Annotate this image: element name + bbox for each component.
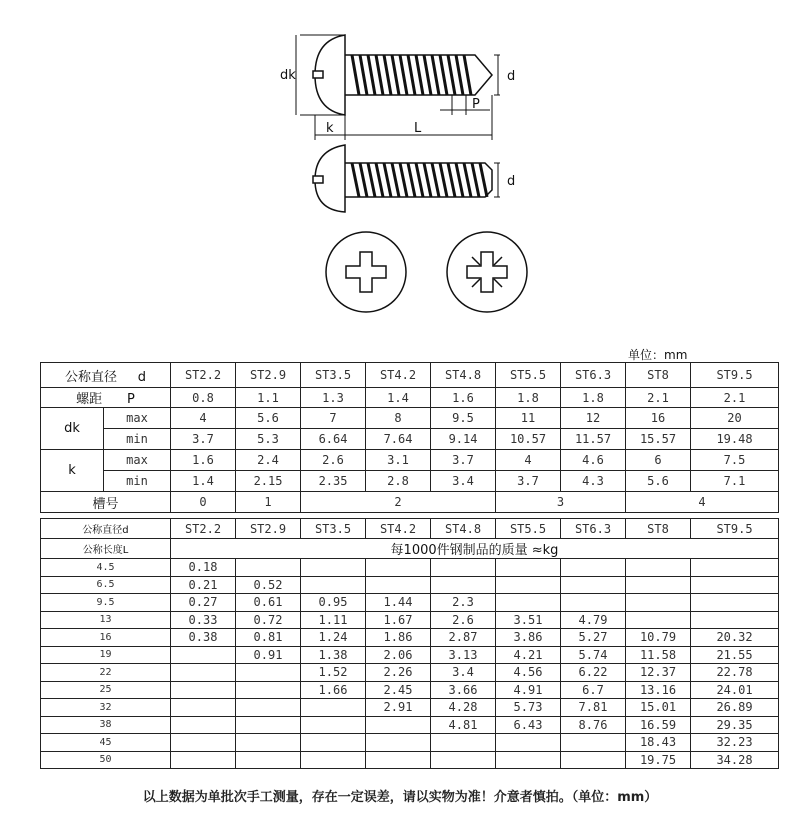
mass-value: 12.37 — [626, 664, 691, 682]
dk-min-value: 9.14 — [431, 429, 496, 450]
min-label: min — [104, 429, 171, 450]
mass-value: 4.21 — [496, 646, 561, 664]
dk-max-value: 7 — [301, 408, 366, 429]
mass-value: 5.73 — [496, 699, 561, 717]
k-min-value: 5.6 — [626, 471, 691, 492]
symbol: d — [137, 369, 146, 385]
mass-value — [301, 576, 366, 594]
label-dk: dk — [280, 68, 296, 83]
mass-value — [366, 576, 431, 594]
thread-line — [424, 55, 431, 95]
mass-value: 5.27 — [561, 629, 626, 647]
size-header: ST4.2 — [366, 363, 431, 388]
k-min-value: 1.4 — [171, 471, 236, 492]
pitch-value: 1.1 — [236, 388, 301, 408]
mass-value: 1.66 — [301, 681, 366, 699]
slot-label: 槽号 — [41, 492, 171, 513]
mass-value: 8.76 — [561, 716, 626, 734]
table-row — [41, 576, 779, 594]
label: 螺距 — [76, 392, 103, 407]
table-row — [41, 388, 779, 408]
unit-note: 单位：mm — [628, 348, 688, 362]
mass-value: 0.38 — [171, 629, 236, 647]
mass-value — [301, 699, 366, 717]
length-value: 45 — [41, 734, 171, 752]
table-row — [41, 681, 779, 699]
slot-value: 1 — [236, 492, 301, 513]
symbol: P — [126, 392, 135, 407]
mass-value — [431, 576, 496, 594]
k-min-value: 3.7 — [496, 471, 561, 492]
label-l: L — [414, 121, 422, 136]
mass-value: 0.27 — [171, 594, 236, 612]
thread-line — [392, 163, 399, 197]
mass-value — [301, 559, 366, 577]
mass-value — [236, 699, 301, 717]
thread-line — [392, 55, 399, 95]
mass-value: 18.43 — [626, 734, 691, 752]
thread-line — [368, 55, 375, 95]
thread-line — [448, 55, 455, 95]
length-value: 38 — [41, 716, 171, 734]
thread-line — [448, 163, 455, 197]
k-min-value: 2.15 — [236, 471, 301, 492]
label: 公称直径 — [65, 369, 118, 385]
thread-line — [440, 163, 447, 197]
k-min-value: 7.1 — [691, 471, 779, 492]
slot-value: 2 — [301, 492, 496, 513]
k-max-value: 4.6 — [561, 450, 626, 471]
thread-line — [480, 163, 487, 197]
mass-value: 5.74 — [561, 646, 626, 664]
mass-value — [496, 751, 561, 769]
mass-value: 3.66 — [431, 681, 496, 699]
thread-line — [432, 55, 439, 95]
length-value: 32 — [41, 699, 171, 717]
mass-value — [561, 559, 626, 577]
table-row — [41, 492, 779, 513]
k-max-value: 7.5 — [691, 450, 779, 471]
dk-max-value: 11 — [496, 408, 561, 429]
mass-value — [171, 699, 236, 717]
mass-value — [431, 734, 496, 752]
size-header: ST2.2 — [171, 363, 236, 388]
size-header: ST6.3 — [561, 363, 626, 388]
slot-value: 4 — [626, 492, 779, 513]
thread-line — [408, 163, 415, 197]
thread-line — [464, 55, 471, 95]
mass-value: 4.91 — [496, 681, 561, 699]
mass-value — [561, 576, 626, 594]
table-row — [41, 539, 779, 559]
label-k: k — [326, 121, 334, 136]
thread-line — [352, 163, 359, 197]
mass-value — [561, 594, 626, 612]
mass-table — [40, 518, 779, 769]
dk-min-value: 3.7 — [171, 429, 236, 450]
mass-value: 0.52 — [236, 576, 301, 594]
mass-value — [431, 559, 496, 577]
dk-label: dk — [41, 408, 104, 450]
pitch-value: 1.4 — [366, 388, 431, 408]
mass-value: 11.58 — [626, 646, 691, 664]
thread-line — [416, 163, 423, 197]
mass-value: 6.43 — [496, 716, 561, 734]
mass-value — [236, 681, 301, 699]
mass-value — [626, 559, 691, 577]
size-header: ST8 — [626, 363, 691, 388]
mass-value — [561, 751, 626, 769]
mass-value — [691, 611, 779, 629]
k-max-value: 3.7 — [431, 450, 496, 471]
label-p: P — [472, 97, 480, 112]
mass-value: 15.01 — [626, 699, 691, 717]
k-label: k — [41, 450, 104, 492]
mass-value: 20.32 — [691, 629, 779, 647]
mass-value: 6.7 — [561, 681, 626, 699]
mass-value — [691, 559, 779, 577]
mass-value: 4.79 — [561, 611, 626, 629]
mass-value — [171, 734, 236, 752]
pitch-value: 1.8 — [561, 388, 626, 408]
k-max-value: 4 — [496, 450, 561, 471]
mass-value: 1.86 — [366, 629, 431, 647]
length-value: 13 — [41, 611, 171, 629]
mass-value: 21.55 — [691, 646, 779, 664]
size-header: ST9.5 — [691, 363, 779, 388]
mass-value: 3.51 — [496, 611, 561, 629]
thread-line — [464, 163, 471, 197]
size-header: ST2.9 — [236, 519, 301, 539]
max-label: max — [104, 450, 171, 471]
k-max-value: 1.6 — [171, 450, 236, 471]
mass-value: 0.21 — [171, 576, 236, 594]
size-header: ST2.9 — [236, 363, 301, 388]
dk-max-value: 20 — [691, 408, 779, 429]
screw-technical-drawing — [0, 0, 800, 340]
mass-value — [496, 576, 561, 594]
mass-value — [496, 734, 561, 752]
slot-value: 3 — [496, 492, 626, 513]
dk-min-value: 19.48 — [691, 429, 779, 450]
length-value: 22 — [41, 664, 171, 682]
pitch-value: 2.1 — [691, 388, 779, 408]
thread-line — [416, 55, 423, 95]
mass-value: 13.16 — [626, 681, 691, 699]
thread-line — [376, 55, 383, 95]
mass-value: 10.79 — [626, 629, 691, 647]
mass-value: 34.28 — [691, 751, 779, 769]
length-value: 6.5 — [41, 576, 171, 594]
size-header: ST4.8 — [431, 363, 496, 388]
mass-value: 22.78 — [691, 664, 779, 682]
slot-value: 0 — [171, 492, 236, 513]
header-nominal-diameter: 公称直径d — [41, 519, 171, 539]
mass-value — [301, 751, 366, 769]
size-header: ST3.5 — [301, 519, 366, 539]
mass-value: 2.06 — [366, 646, 431, 664]
mass-value — [691, 594, 779, 612]
table-row — [41, 664, 779, 682]
mass-value — [496, 594, 561, 612]
mass-value — [431, 751, 496, 769]
mass-value — [236, 559, 301, 577]
mass-value — [561, 734, 626, 752]
mass-value: 0.61 — [236, 594, 301, 612]
min-label: min — [104, 471, 171, 492]
dk-min-value: 10.57 — [496, 429, 561, 450]
thread-line — [360, 163, 367, 197]
dk-min-value: 15.57 — [626, 429, 691, 450]
table-row — [41, 734, 779, 752]
mass-value: 1.44 — [366, 594, 431, 612]
length-value: 25 — [41, 681, 171, 699]
table-row — [41, 716, 779, 734]
mass-value — [236, 751, 301, 769]
mass-value: 3.4 — [431, 664, 496, 682]
thread-line — [408, 55, 415, 95]
mass-value: 1.52 — [301, 664, 366, 682]
length-value: 16 — [41, 629, 171, 647]
mass-value: 0.33 — [171, 611, 236, 629]
size-header: ST4.2 — [366, 519, 431, 539]
table-row — [41, 408, 779, 429]
thread-line — [424, 163, 431, 197]
pitch-value: 2.1 — [626, 388, 691, 408]
footer-note: 以上数据为单批次手工测量，存在一定误差，请以实物为准！介意者慎拍。（单位：mm） — [142, 790, 658, 805]
pitch-value: 1.8 — [496, 388, 561, 408]
mass-value — [691, 576, 779, 594]
mass-value — [496, 559, 561, 577]
mass-value — [171, 681, 236, 699]
header-nominal-diameter — [41, 363, 171, 388]
mass-value: 3.13 — [431, 646, 496, 664]
table-row — [41, 559, 779, 577]
table-row — [41, 699, 779, 717]
mass-value — [366, 559, 431, 577]
label-d-bottom: d — [507, 174, 516, 189]
thread-line — [400, 163, 407, 197]
mass-value — [171, 646, 236, 664]
mass-value: 4.28 — [431, 699, 496, 717]
mass-value: 0.18 — [171, 559, 236, 577]
mass-value — [626, 611, 691, 629]
dk-max-value: 12 — [561, 408, 626, 429]
mass-value — [171, 664, 236, 682]
thread-line — [440, 55, 447, 95]
mass-value: 2.45 — [366, 681, 431, 699]
pitch-value: 1.6 — [431, 388, 496, 408]
dk-min-value: 5.3 — [236, 429, 301, 450]
mass-value — [236, 716, 301, 734]
thread-line — [384, 163, 391, 197]
thread-line — [472, 163, 479, 197]
table-row — [41, 751, 779, 769]
mass-value: 3.86 — [496, 629, 561, 647]
mass-value — [171, 716, 236, 734]
mass-value: 4.56 — [496, 664, 561, 682]
dk-min-value: 11.57 — [561, 429, 626, 450]
k-min-value: 4.3 — [561, 471, 626, 492]
size-header: ST5.5 — [496, 363, 561, 388]
table-row — [41, 629, 779, 647]
mass-value: 0.95 — [301, 594, 366, 612]
dk-max-value: 9.5 — [431, 408, 496, 429]
mass-value: 1.24 — [301, 629, 366, 647]
thread-line — [376, 163, 383, 197]
mass-value — [366, 716, 431, 734]
phillips-head-top-view — [326, 232, 406, 312]
thread-line — [352, 55, 359, 95]
table-row — [41, 450, 779, 471]
table-row — [41, 594, 779, 612]
k-max-value: 2.4 — [236, 450, 301, 471]
size-header: ST5.5 — [496, 519, 561, 539]
mass-value: 6.22 — [561, 664, 626, 682]
thread-line — [400, 55, 407, 95]
k-min-value: 2.35 — [301, 471, 366, 492]
k-max-value: 3.1 — [366, 450, 431, 471]
mass-subtitle: 每1000件钢制品的质量 ≈kg — [171, 539, 779, 559]
mass-value: 0.91 — [236, 646, 301, 664]
table-row — [41, 363, 779, 388]
pozidriv-head-top-view — [447, 232, 527, 312]
screw-side-view-blunt — [313, 145, 500, 212]
dk-max-value: 8 — [366, 408, 431, 429]
dk-max-value: 5.6 — [236, 408, 301, 429]
length-value: 19 — [41, 646, 171, 664]
mass-value: 4.81 — [431, 716, 496, 734]
mass-value — [626, 576, 691, 594]
mass-value: 2.87 — [431, 629, 496, 647]
size-header: ST4.8 — [431, 519, 496, 539]
k-max-value: 2.6 — [301, 450, 366, 471]
mass-value: 1.38 — [301, 646, 366, 664]
size-header: ST8 — [626, 519, 691, 539]
thread-line — [360, 55, 367, 95]
k-min-value: 3.4 — [431, 471, 496, 492]
dk-max-value: 16 — [626, 408, 691, 429]
header-nominal-length: 公称长度L — [41, 539, 171, 559]
size-header: ST3.5 — [301, 363, 366, 388]
label-d-top: d — [507, 69, 516, 84]
mass-value: 26.89 — [691, 699, 779, 717]
thread-line — [384, 55, 391, 95]
mass-value — [171, 751, 236, 769]
mass-value — [301, 734, 366, 752]
mass-value — [366, 751, 431, 769]
size-header: ST6.3 — [561, 519, 626, 539]
table-row — [41, 611, 779, 629]
mass-value — [301, 716, 366, 734]
mass-value: 2.3 — [431, 594, 496, 612]
pitch-value: 0.8 — [171, 388, 236, 408]
dk-max-value: 4 — [171, 408, 236, 429]
thread-line — [456, 55, 463, 95]
k-max-value: 6 — [626, 450, 691, 471]
length-value: 50 — [41, 751, 171, 769]
mass-value: 2.6 — [431, 611, 496, 629]
thread-line — [432, 163, 439, 197]
dimension-table — [40, 362, 779, 513]
table-row — [41, 471, 779, 492]
thread-line — [368, 163, 375, 197]
length-value: 4.5 — [41, 559, 171, 577]
mass-value: 2.91 — [366, 699, 431, 717]
size-header: ST2.2 — [171, 519, 236, 539]
mass-value: 0.72 — [236, 611, 301, 629]
mass-value — [236, 664, 301, 682]
mass-value: 7.81 — [561, 699, 626, 717]
table-row — [41, 646, 779, 664]
table-row — [41, 429, 779, 450]
length-value: 9.5 — [41, 594, 171, 612]
size-header: ST9.5 — [691, 519, 779, 539]
max-label: max — [104, 408, 171, 429]
mass-value: 32.23 — [691, 734, 779, 752]
mass-value: 1.67 — [366, 611, 431, 629]
mass-value — [366, 734, 431, 752]
dk-min-value: 7.64 — [366, 429, 431, 450]
dk-min-value: 6.64 — [301, 429, 366, 450]
pitch-value: 1.3 — [301, 388, 366, 408]
mass-value: 1.11 — [301, 611, 366, 629]
mass-value: 0.81 — [236, 629, 301, 647]
mass-value: 2.26 — [366, 664, 431, 682]
k-min-value: 2.8 — [366, 471, 431, 492]
mass-value — [236, 734, 301, 752]
mass-value: 19.75 — [626, 751, 691, 769]
pitch-label — [41, 388, 171, 408]
mass-value: 29.35 — [691, 716, 779, 734]
mass-value: 24.01 — [691, 681, 779, 699]
mass-value: 16.59 — [626, 716, 691, 734]
thread-line — [456, 163, 463, 197]
mass-value — [626, 594, 691, 612]
table-row — [41, 519, 779, 539]
